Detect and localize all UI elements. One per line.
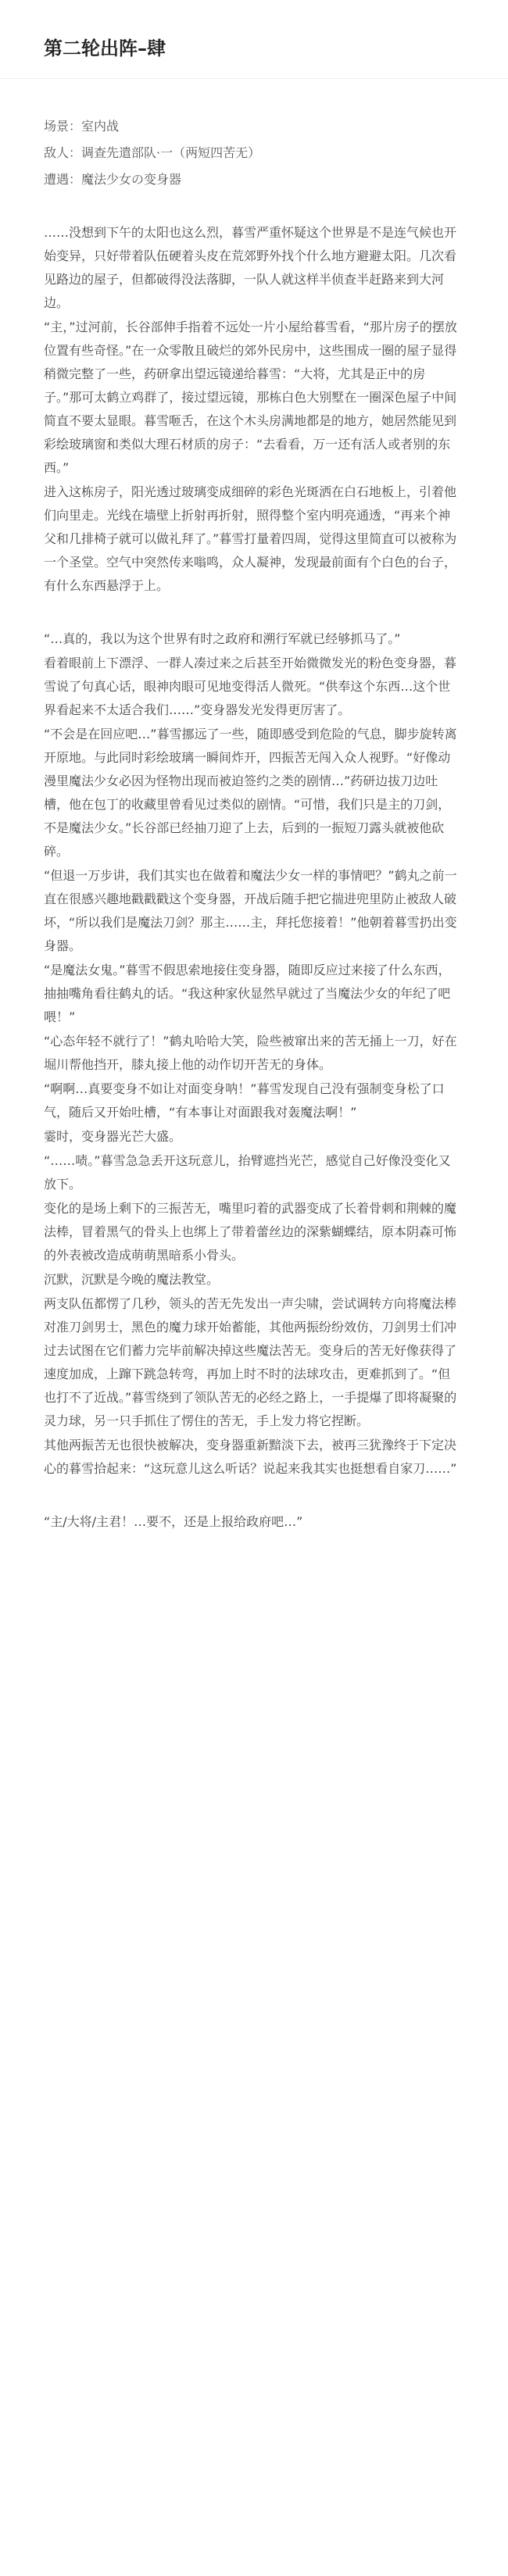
story-paragraph: 霎时，变身器光芒大盛。 (44, 1129, 182, 1144)
story-paragraph: “主/大将/主君！…要不，还是上报给政府吧…” (44, 1514, 303, 1529)
story-paragraph: ……没想到下午的太阳也这么烈，暮雪严重怀疑这个世界是不是连气候也开始变异，只好带着队伍硬着头皮在荒郊野外找个什么地方避避太阳。几次看见路边的屋子，但都破得没法落脚，一队人就这样半侦查半赶路来到大河边。 (44, 225, 457, 310)
scene-info-value: 室内战 (81, 119, 120, 134)
scene-info-label: 遭遇： (44, 172, 82, 187)
scene-info-label: 场景： (44, 119, 82, 134)
story-paragraph: “主，”过河前，长谷部伸手指着不远处一片小屋给暮雪看，“那片房子的摆放位置有些奇怪。”在一众零散且破烂的郊外民房中，这些围成一圈的屋子显得稍微完整了一些，药研拿出望远镜递给暮雪：“大将，尤其是正中的房子。”那可太鹤立鸡群了，接过望远镜，那栋白色大别墅在一圈深色屋子中间简直不要太显眼。暮雪咂舌，在这个木头房满地都是的地方，她居然能见到彩绘玻璃窗和类似大理石材质的房子：“去看看，万一还有活人或者别的东西。” (44, 320, 457, 475)
story-paragraph: “啊啊…真要变身不如让对面变身呐！”暮雪发现自己没有强制变身松了口气，随后又开始吐槽，“有本事让对面跟我对轰魔法啊！” (44, 1081, 445, 1120)
scene-info-value: 魔法少女の变身器 (81, 172, 182, 187)
scene-info-row (44, 166, 461, 193)
page-title: 第二轮出阵–肆 (44, 38, 166, 59)
story-paragraph: “是魔法女鬼。”暮雪不假思索地接住变身器，随即反应过来接了什么东西，抽抽嘴角看往鹤丸的话。“我这种家伙显然早就过了当魔法少女的年纪了吧喂！” (44, 963, 451, 1024)
story-paragraph: 进入这栋房子，阳光透过玻璃变成细碎的彩色光斑洒在白石地板上，引着他们向里走。光线在墙壁上折射再折射，照得整个室内明亮通透，“再来个神父和几排椅子就可以做礼拜了。”暮雪打量着四周，觉得这里简直可以被称为一个圣堂。空气中突然传来嗡鸣，众人凝神，发现最前面有个白色的台子，有什么东西悬浮于上。 (44, 484, 457, 593)
story-paragraph: 两支队伍都愣了几秒，领头的苦无先发出一声尖啸，尝试调转方向将魔法棒对准刀剑男士，黑色的魔力球开始蓄能，其他两振纷纷效仿，刀剑男士们冲过去试图在它们蓄力完毕前解决掉这些魔法苦无。变身后的苦无好像获得了速度加成，上蹿下跳急转弯，再加上时不时的法球攻击，更难抓到了。“但也打不了近战。”暮雪绕到了领队苦无的必经之路上，一手提爆了即将凝聚的灵力球，另一只手抓住了愣住的苦无，手上发力将它捏断。 (44, 1296, 457, 1428)
title-divider (0, 78, 508, 79)
scene-info-value: 调查先遣部队·一（两短四苦无） (81, 145, 261, 160)
story-paragraph: 变化的是场上剩下的三振苦无，嘴里叼着的武器变成了长着骨刺和荆棘的魔法棒，冒着黑气的骨头上也绑上了带着蕾丝边的深紫蝴蝶结，原本阴森可怖的外表被改造成萌萌黑暗系小骨头。 (44, 1201, 457, 1263)
story-paragraph: “……啧。”暮雪急急丢开这玩意儿，抬臂遮挡光芒，感觉自己好像没变化又放下。 (44, 1153, 451, 1192)
story-paragraph: 沉默，沉默是今晚的魔法教堂。 (44, 1272, 220, 1287)
scene-info-row (44, 140, 461, 166)
story-paragraph: “…真的，我以为这个世界有时之政府和溯行军就已经够抓马了。” (44, 631, 401, 646)
scene-info-row (44, 113, 461, 140)
story-paragraph: “但退一万步讲，我们其实也在做着和魔法少女一样的事情吧？”鹤丸之前一直在很感兴趣地戳戳戳这个变身器，开战后随手把它揣进兜里防止被敌人破坏，“所以我们是魔法刀剑？那主……主，拜托您接着！”他朝着暮雪扔出变身器。 (44, 868, 457, 953)
story-body (44, 221, 461, 1534)
story-paragraph: “心态年轻不就行了！”鹤丸哈哈大笑，险些被窜出来的苦无捅上一刀，好在堀川帮他挡开，膝丸接上他的动作切开苦无的身体。 (44, 1034, 457, 1072)
story-paragraph: “不会是在回应吧…”暮雪挪远了一些，随即感受到危险的气息，脚步旋转离开原地。与此同时彩绘玻璃一瞬间炸开，四振苦无闯入众人视野。“好像动漫里魔法少女必因为怪物出现而被迫签约之类的剧情…”药研边拔刀边吐槽，他在包丁的收藏里曾看见过类似的剧情。“可惜，我们只是主的刀剑，不是魔法少女。”长谷部已经抽刀迎了上去，后到的一振短刀露头就被他砍碎。 (44, 727, 457, 859)
scene-info-label: 敌人： (44, 145, 82, 160)
scene-info (44, 113, 461, 193)
story-paragraph: 其他两振苦无也很快被解决，变身器重新黯淡下去，被再三犹豫终于下定决心的暮雪拾起来：“这玩意儿这么听话？说起来我其实也挺想看自家刀……” (44, 1438, 457, 1476)
story-paragraph: 看着眼前上下漂浮、一群人凑过来之后甚至开始微微发光的粉色变身器，暮雪说了句真心话，眼神肉眼可见地变得活人微死。“供奉这个东西…这个世界看起来不太适合我们……”变身器发光发得更厉害了。 (44, 656, 457, 717)
